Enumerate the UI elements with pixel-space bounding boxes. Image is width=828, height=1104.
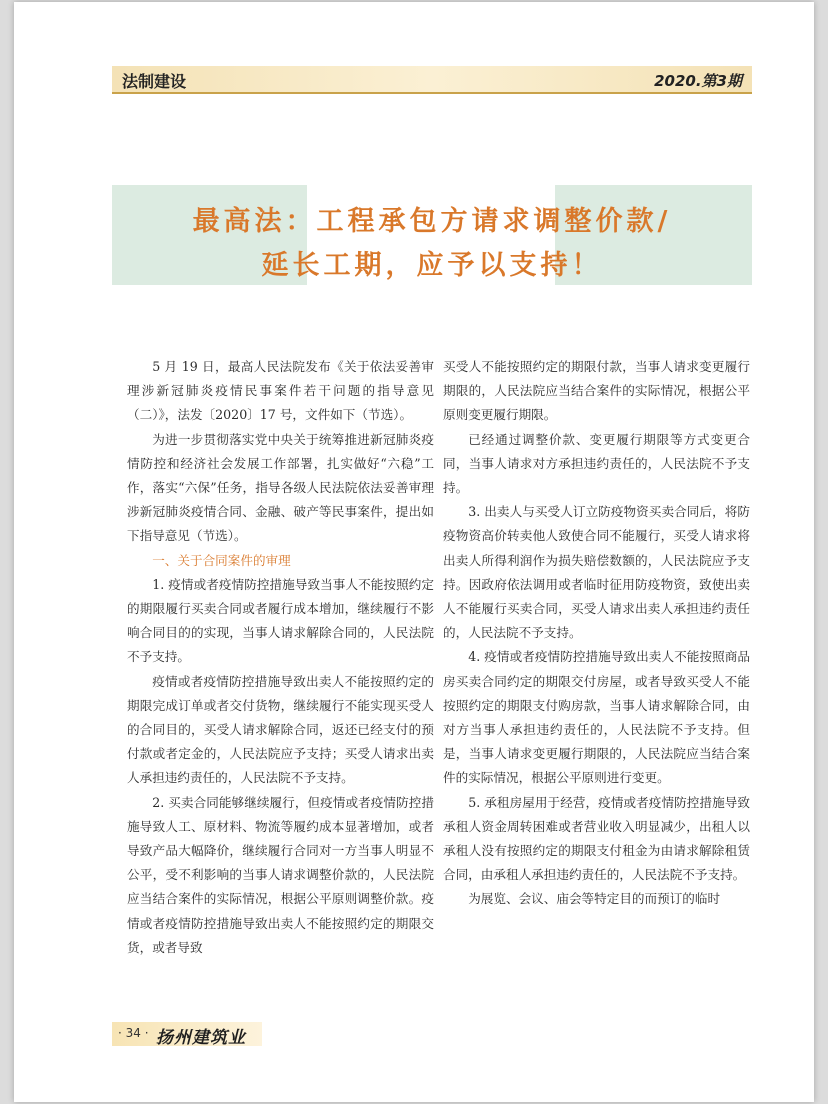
paragraph: 为展览、会议、庙会等特定目的而预订的临时: [468, 891, 721, 907]
page-number: · 34 ·: [118, 1026, 149, 1040]
paragraph: 2. 买卖合同能够继续履行，但疫情或者疫情防控措施导致人工、原材料、物流等履约成本显著增加，或者导致产品大幅降价，继续履行合同对一方当事人明显不公平，受不利影响的当事人请求调整价款的，人民法院应当结合案件的实际情况，根据公平原则调整价款。疫情或者疫情防控措施导致出卖人不能按照约定的期限交货，或者导致: [127, 794, 434, 955]
header-section-name: 法制建设: [122, 72, 187, 91]
paragraph: 疫情或者疫情防控措施导致出卖人不能按照约定的期限完成订单或者交付货物，继续履行不能实现买受人的合同目的，买受人请求解除合同，返还已经支付的预付款或者定金的，人民法院应予支持；买受人请求出卖人承担违约责任的，人民法院不予支持。: [127, 673, 434, 786]
header-rule: [112, 92, 752, 94]
paragraph: 1. 疫情或者疫情防控措施导致当事人不能按照约定的期限履行买卖合同或者履行成本增加，继续履行不影响合同目的的实现，当事人请求解除合同的，人民法院不予支持。: [127, 576, 434, 665]
paragraph: 买受人不能按照约定的期限付款，当事人请求变更履行期限的，人民法院应当结合案件的实际情况，根据公平原则变更履行期限。: [443, 359, 750, 423]
page-header: [112, 66, 752, 94]
magazine-page: [14, 2, 814, 1102]
paragraph: 5 月 19 日，最高人民法院发布《关于依法妥善审理涉新冠肺炎疫情民事案件若干问题的指导意见（二）》，法发〔2020〕17 号，文件如下（节选）。: [127, 359, 434, 423]
article-title-line-2: 延长工期，应予以支持！: [261, 250, 603, 281]
paragraph: 3. 出卖人与买受人订立防疫物资买卖合同后，将防疫物资高价转卖他人致使合同不能履行，买受人请求将出卖人所得利润作为损失赔偿数额的，人民法院应予支持。因政府依法调用或者临时征用防疫物资，致使出卖人不能履行买卖合同，买受人请求出卖人承担违约责任的，人民法院不予支持。: [443, 504, 750, 641]
header-issue: 2020.第3期: [654, 72, 742, 90]
paragraph: 4. 疫情或者疫情防控措施导致出卖人不能按照商品房买卖合同约定的期限交付房屋，或者导致买受人不能按照约定的期限支付购房款，当事人请求解除合同，由对方当事人承担违约责任的，人民法院不予支持。但是，当事人请求变更履行期限的，人民法院应当结合案件的实际情况，根据公平原则进行变更。: [443, 649, 750, 786]
section-heading: 一、关于合同案件的审理: [152, 552, 291, 568]
paragraph: 5. 承租房屋用于经营，疫情或者疫情防控措施导致承租人资金周转困难或者营业收入明显减少，出租人以承租人没有按照约定的期限支付租金为由请求解除租赁合同，由承租人承担违约责任的，人民法院不予支持。: [443, 794, 750, 883]
article-title-box: [112, 185, 752, 285]
article-title-line-1: 最高法：工程承包方请求调整价款/: [192, 206, 672, 237]
right-column: [443, 355, 750, 912]
left-column: [127, 355, 434, 960]
paragraph: 已经通过调整价款、变更履行期限等方式变更合同，当事人请求对方承担违约责任的，人民法院不予支持。: [443, 431, 750, 496]
paragraph: 为进一步贯彻落实党中央关于统筹推进新冠肺炎疫情防控和经济社会发展工作部署，扎实做好“六稳”工作，落实“六保”任务，指导各级人民法院依法妥善审理涉新冠肺炎疫情合同、金融、破产等民事案件，提出如下指导意见（节选）。: [127, 431, 434, 544]
page-footer: [112, 1022, 262, 1046]
publication-logo: 扬州建筑业: [156, 1028, 246, 1048]
